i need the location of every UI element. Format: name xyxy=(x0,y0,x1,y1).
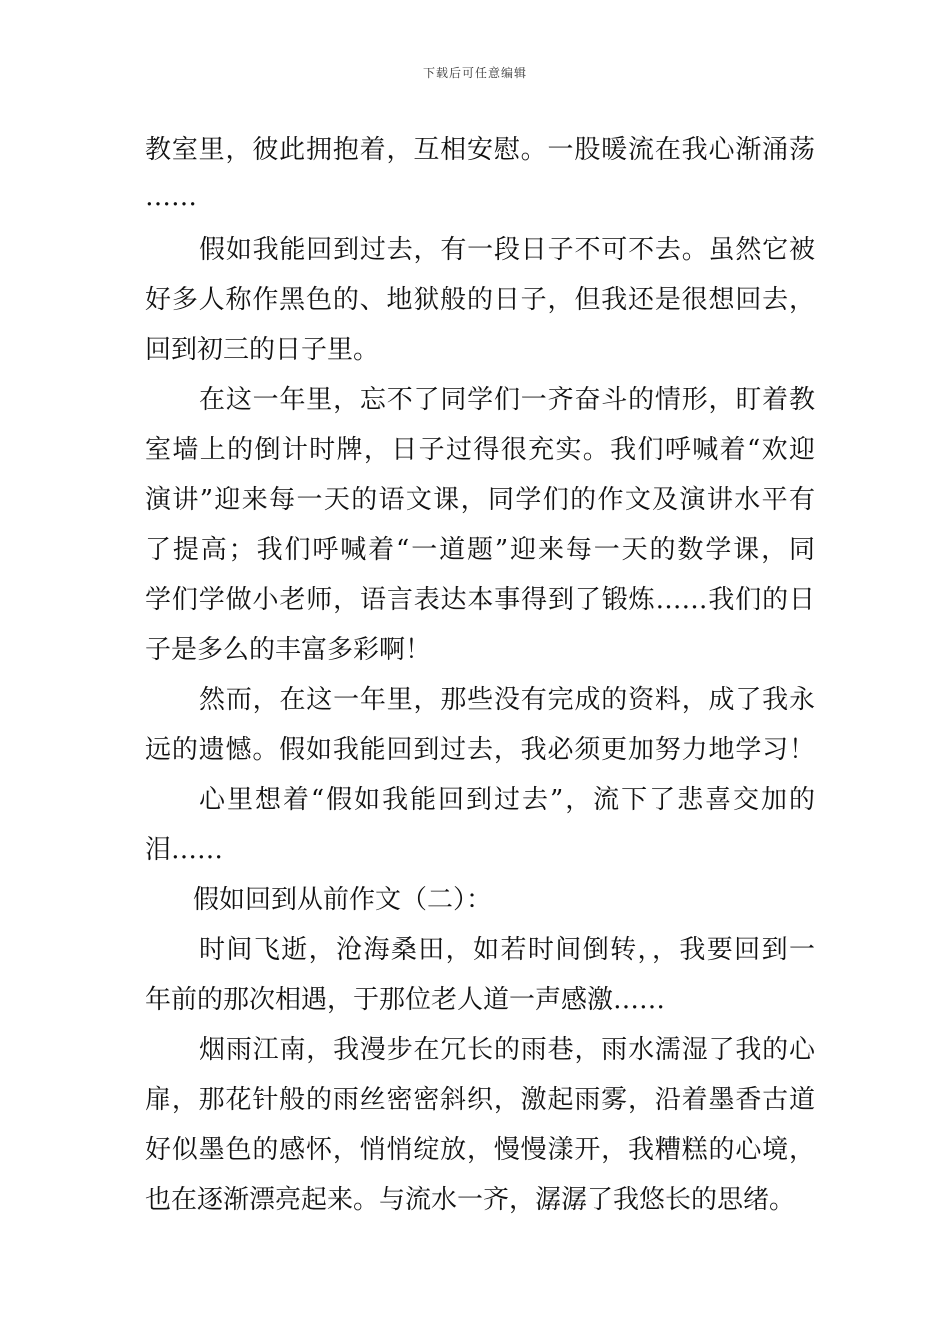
text-line: 泪…… xyxy=(145,835,224,865)
text-line: 扉，那花针般的雨丝密密斜织，激起雨雾，沿着墨香古道 xyxy=(145,1085,815,1115)
text-line: 心里想着“假如我能回到过去”，流下了悲喜交加的 xyxy=(199,785,815,815)
text-line: 远的遗憾。假如我能回到过去，我必须更加努力地学习！ xyxy=(145,735,815,765)
text-line: 学们学做小老师，语言表达本事得到了锻炼……我们的日 xyxy=(145,585,815,615)
page-header-note: 下载后可任意编辑 xyxy=(422,66,527,80)
text-line: 然而，在这一年里，那些没有完成的资料，成了我永 xyxy=(199,685,815,715)
text-line: 烟雨江南，我漫步在冗长的雨巷，雨水濡湿了我的心 xyxy=(199,1035,815,1065)
text-line: 子是多么的丰富多彩啊！ xyxy=(145,635,432,665)
text-line: 好似墨色的感怀，悄悄绽放，慢慢漾开，我糟糕的心境， xyxy=(145,1135,815,1165)
text-line: 在这一年里，忘不了同学们一齐奋斗的情形，盯着教 xyxy=(199,385,815,415)
section-heading: 假如回到从前作文（二）： xyxy=(193,885,493,915)
text-line: 教室里，彼此拥抱着，互相安慰。一股暖流在我心渐涌荡 xyxy=(145,135,815,165)
text-line: 假如我能回到过去，有一段日子不可不去。虽然它被 xyxy=(199,235,815,265)
text-line: 时间飞逝，沧海桑田，如若时间倒转，，我要回到一 xyxy=(199,935,815,965)
text-line: …… xyxy=(145,182,197,212)
text-line: 也在逐渐漂亮起来。与流水一齐，潺潺了我悠长的思绪。 xyxy=(145,1185,796,1215)
text-line: 了提高；我们呼喊着“一道题”迎来每一天的数学课，同 xyxy=(145,535,815,565)
text-line: 回到初三的日子里。 xyxy=(145,335,380,365)
text-line: 演讲”迎来每一天的语文课，同学们的作文及演讲水平有 xyxy=(145,485,815,515)
text-line: 年前的那次相遇，于那位老人道一声感激…… xyxy=(145,985,666,1015)
text-line: 好多人称作黑色的、地狱般的日子，但我还是很想回去， xyxy=(145,285,815,315)
text-line: 室墙上的倒计时牌，日子过得很充实。我们呼喊着“欢迎 xyxy=(145,435,815,465)
